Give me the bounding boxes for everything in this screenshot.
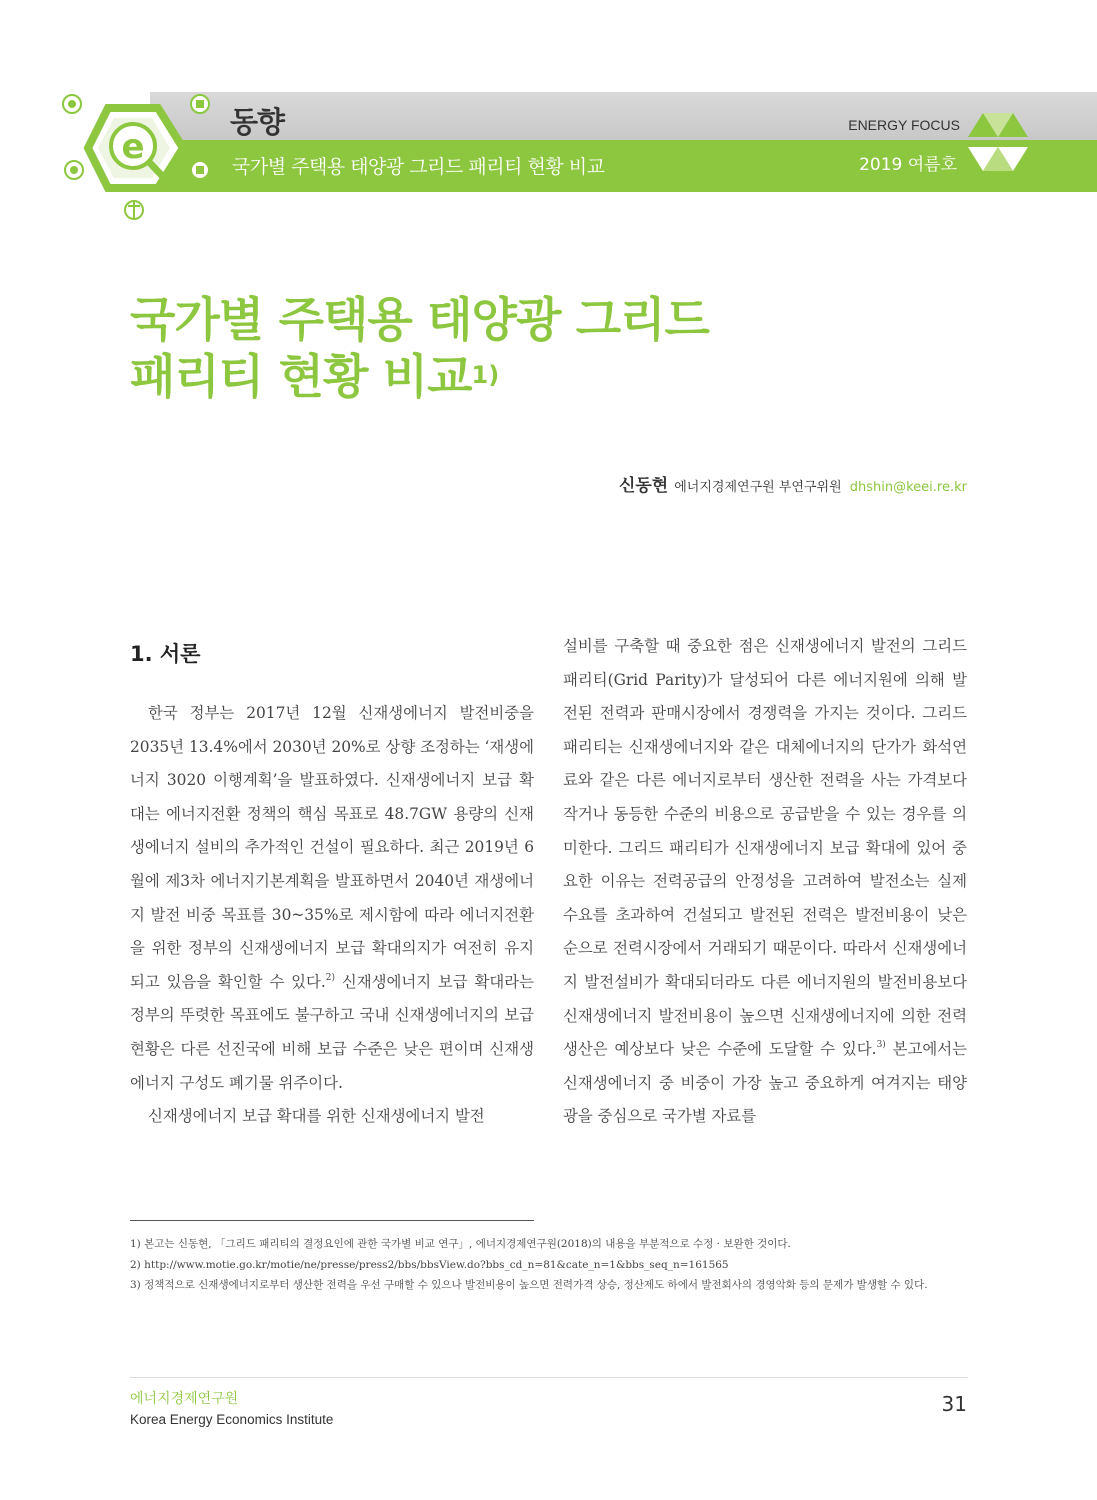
article-title — [130, 292, 890, 406]
footer-divider — [130, 1377, 968, 1378]
paragraph: 신재생에너지 보급 확대를 위한 신재생에너지 발전 — [148, 1107, 485, 1126]
title-line-2 — [130, 349, 890, 406]
footnote-1: 1) 본고는 신동현, 「그리드 패리티의 결정요인에 관한 국가별 비교 연구」, 에너지경제연구원(2018)의 내용을 부분적으로 수정 · 보완한 것이다. — [130, 1238, 791, 1250]
section-label: 동향 — [230, 105, 285, 139]
footer-org-korean: 에너지경제연구원 — [130, 1391, 239, 1407]
paragraph-text: 본고에서는 신재생에너지 중 비중이 가장 높고 중요하게 여겨지는 태양광을 중심으로 국가별 자료를 — [563, 1040, 968, 1126]
paragraph — [563, 630, 967, 1134]
footnote-3: 3) 정책적으로 신재생에너지로부터 생산한 전력을 우선 구매할 수 있으나 발전비용이 높으면 전력가격 상승, 정산제도 하에서 발전회사의 경영악화 등의 문제가 발생할 수 있다. — [130, 1279, 928, 1291]
author-email[interactable]: dhshin@keei.re.kr — [849, 480, 967, 495]
issue-label: 2019 여름호 — [859, 155, 957, 175]
author-affiliation: 에너지경제연구원 부연구위원 — [674, 480, 842, 495]
author-line — [619, 471, 967, 496]
body-column-right — [563, 630, 967, 1134]
title-footnote-ref: 1) — [471, 361, 500, 389]
title-line-2-text: 패리티 현황 비교 — [130, 350, 472, 405]
triangle-pattern-icon — [968, 109, 1028, 173]
section-heading: 1. 서론 — [130, 642, 201, 666]
paragraph-text: 설비를 구축할 때 중요한 점은 신재생에너지 발전의 그리드 패리티(Grid Parity)가 달성되어 다른 에너지원에 의해 발전된 전력과 판매시장에서 경쟁력을 가지는 것이다. 그리드 패리티는 신재생에너지와 같은 대체에너지의 단가가 화석연료와 같은 다른 에너지로부터 생산한 전력을 사는 가격보다 작거나 동등한 수준의 비용으로 공급받을 수 있는 경우를 의미한다. 그리드 패리티가 신재생에너지 보급 확대에 있어 중요한 이유는 전력공급의 안정성을 고려하여 발전소는 실제 수요를 초과하여 건설되고 발전된 전력은 발전비용이 낮은 순으로 전력시장에서 거래되기 때문이다. 따라서 신재생에너지 발전설비가 확대되더라도 다른 에너지원의 발전비용보다 신재생에너지 발전비용이 높으면 신재생에너지에 의한 전력생산은 예상보다 낮은 수준에 도달할 수 있다. — [563, 637, 967, 1059]
footnote-divider — [130, 1220, 534, 1221]
title-line-1: 국가별 주택용 태양광 그리드 — [130, 293, 709, 348]
header-subtitle: 국가별 주택용 태양광 그리드 패리티 현황 비교 — [232, 156, 605, 178]
footnote-ref: 3) — [876, 1040, 886, 1051]
paragraph — [130, 697, 534, 1100]
svg-text:e: e — [121, 127, 145, 167]
energy-focus-logo-icon — [58, 88, 218, 228]
footer-org-english: Korea Energy Economics Institute — [130, 1412, 334, 1427]
magazine-name: ENERGY FOCUS — [848, 117, 960, 133]
page-number: 31 — [941, 1392, 967, 1416]
author-name: 신동현 — [618, 476, 669, 496]
footnote-2[interactable]: 2) http://www.motie.go.kr/motie/ne/presse/press2/bbs/bbsView.do?bbs_cd_n=81&cate_n=1&bbs_seq_n=161565 — [130, 1258, 729, 1271]
footnote-ref: 2) — [325, 972, 336, 983]
footnotes — [130, 1234, 968, 1296]
paragraph-text: 한국 정부는 2017년 12월 신재생에너지 발전비중을 2035년 13.4%에서 2030년 20%로 상향 조정하는 ‘재생에너지 3020 이행계획’을 발표하였다. 신재생에너지 보급 확대는 에너지전환 정책의 핵심 목표로 48.7GW 용량의 신재생에너지 설비의 추가적인 건설이 필요하다. 최근 2019년 6월에 제3차 에너지기본계획을 발표하면서 2040년 재생에너지 발전 비중 목표를 30~35%로 제시함에 따라 에너지전환을 위한 정부의 신재생에너지 보급 확대의지가 여전히 유지되고 있음을 확인할 수 있다. — [130, 704, 534, 991]
body-column-left — [130, 697, 534, 1134]
paragraph-text: 신재생에너지 보급 확대라는 정부의 뚜렷한 목표에도 불구하고 국내 신재생에너지의 보급 현황은 다른 선진국에 비해 보급 수준은 낮은 편이며 신재생에너지 구성도 폐기물 위주이다. — [130, 972, 534, 1092]
